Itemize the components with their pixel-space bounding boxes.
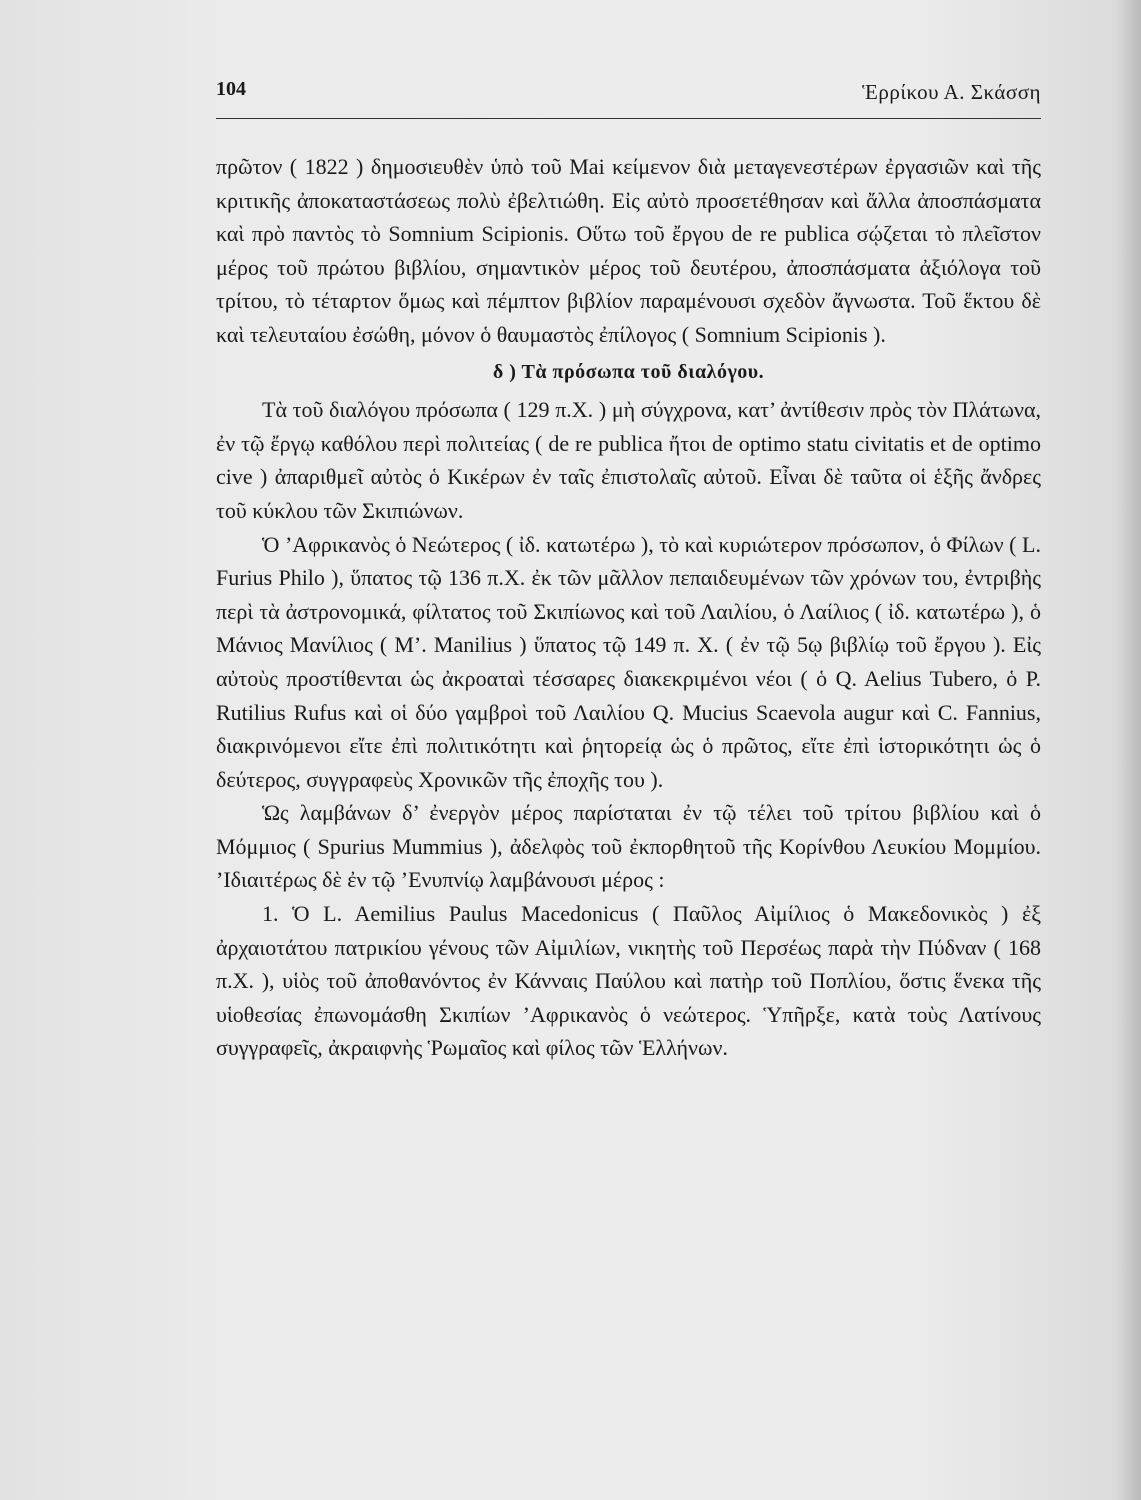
paragraph-2: Τὰ τοῦ διαλόγου πρόσωπα ( 129 π.Χ. ) μὴ σύγχρονα, κατ’ ἀντίθεσιν πρὸς τὸν Πλάτωνα, ἐν τῷ ἔργῳ καθόλου περὶ πολιτείας ( de re publica ἤτοι de optimo statu civitatis et de optimo cive ) ἀπαριθμεῖ αὐτὸς ὁ Κικέρων ἐν ταῖς ἐπιστολαῖς αὐτοῦ. Εἶναι δὲ ταῦτα οἱ ἑξῆς ἄνδρες τοῦ κύκλου τῶν Σκιπιώνων. — [216, 397, 1041, 523]
section-heading: δ ) Τὰ πρόσωπα τοῦ διαλόγου. — [492, 360, 765, 383]
paragraph-3: Ὁ ’Αφρικανὸς ὁ Νεώτερος ( ἰδ. κατωτέρω ), τὸ καὶ κυριώτερον πρόσωπον, ὁ Φίλων ( L. Furius Philo ), ὕπατος τῷ 136 π.Χ. ἐκ τῶν μᾶλλον πεπαιδευμένων τῶν χρόνων του, ἐντριβὴς περὶ τὰ ἀστρονομικά, φίλτατος τοῦ Σκιπίωνος καὶ τοῦ Λαιλίου, ὁ Λαίλιος ( ἰδ. κατωτέρω ), ὁ Μάνιος Μανίλιος ( M’. Manilius ) ὕπατος τῷ 149 π. Χ. ( ἐν τῷ 5ῳ βιβλίῳ τοῦ ἔργου ). Εἰς αὐτοὺς προστίθενται ὡς ἀκροαταὶ τέσσαρες διακεκριμένοι νέοι ( ὁ Q. Aelius Tubero, ὁ P. Rutilius Rufus καὶ οἱ δύο γαμβροὶ τοῦ Λαιλίου Q. Mucius Scaevola augur καὶ C. Fannius, διακρινόμενοι εἴτε ἐπὶ πολιτικότητι καὶ ῥητορείᾳ ὡς ὁ πρῶτος, εἴτε ἐπὶ ἱστορικότητι ὡς ὁ δεύτερος, συγγραφεὺς Χρονικῶν τῆς ἐποχῆς του ). — [216, 531, 1041, 792]
paragraph-5: 1. Ὁ L. Aemilius Paulus Macedonicus ( Παῦλος Αἰμίλιος ὁ Μακεδονικὸς ) ἐξ ἀρχαιοτάτου πατρικίου γένους τῶν Αἰμιλίων, νικητὴς τοῦ Περσέως παρὰ τὴν Πύδναν ( 168 π.Χ. ), υἱὸς τοῦ ἀποθανόντος ἐν Κάνναις Παύλου καὶ πατὴρ τοῦ Ποπλίου, ὅστις ἕνεκα τῆς υἱοθεσίας ἐπωνομάσθη Σκιπίων ’Αφρικανὸς ὁ νεώτερος. Ὑπῆρξε, κατὰ τοὺς Λατίνους συγγραφεῖς, ἀκραιφνὴς Ῥωμαῖος καὶ φίλος τῶν Ἑλλήνων. — [216, 901, 1041, 1061]
paragraph-1: πρῶτον ( 1822 ) δημοσιευθὲν ὑπὸ τοῦ Mai κείμενον διὰ μεταγενεστέρων ἐργασιῶν καὶ τῆς κριτικῆς ἀποκαταστάσεως πολὺ ἐβελτιώθη. Εἰς αὐτὸ προσετέθησαν καὶ ἄλλα ἀποσπάσματα καὶ πρὸ παντὸς τὸ Somnium Scipionis. Οὕτω τοῦ ἔργου de re publica σῴζεται τὸ πλεῖστον μέρος τοῦ πρώτου βιβλίου, σημαντικὸν μέρος τοῦ δευτέρου, ἀποσπάσματα ἀξιόλογα τοῦ τρίτου, τὸ τέταρτον ὅμως καὶ πέμπτον βιβλίον παραμένουσι σχεδὸν ἄγνωστα. Τοῦ ἕκτου δὲ καὶ τελευταίου ἐσώθη, μόνον ὁ θαυμαστὸς ἐπίλογος ( Somnium Scipionis ). — [216, 154, 1041, 347]
running-head: Ἑρρίκου Α. Σκάσση — [862, 80, 1041, 104]
paragraph-4: Ὡς λαμβάνων δ’ ἐνεργὸν μέρος παρίσταται ἐν τῷ τέλει τοῦ τρίτου βιβλίου καὶ ὁ Μόμμιος ( Spurius Mummius ), ἀδελφὸς τοῦ ἐκπορθητοῦ τῆς Κορίνθου Λευκίου Μομμίου. ’Ιδιαιτέρως δὲ ἐν τῷ ’Ενυπνίῳ λαμβάνουσι μέρος : — [216, 800, 1041, 893]
binding-shadow — [1115, 0, 1141, 1500]
page-number: 104 — [216, 78, 246, 100]
body-text — [216, 150, 1041, 1065]
page-header — [216, 78, 1041, 119]
